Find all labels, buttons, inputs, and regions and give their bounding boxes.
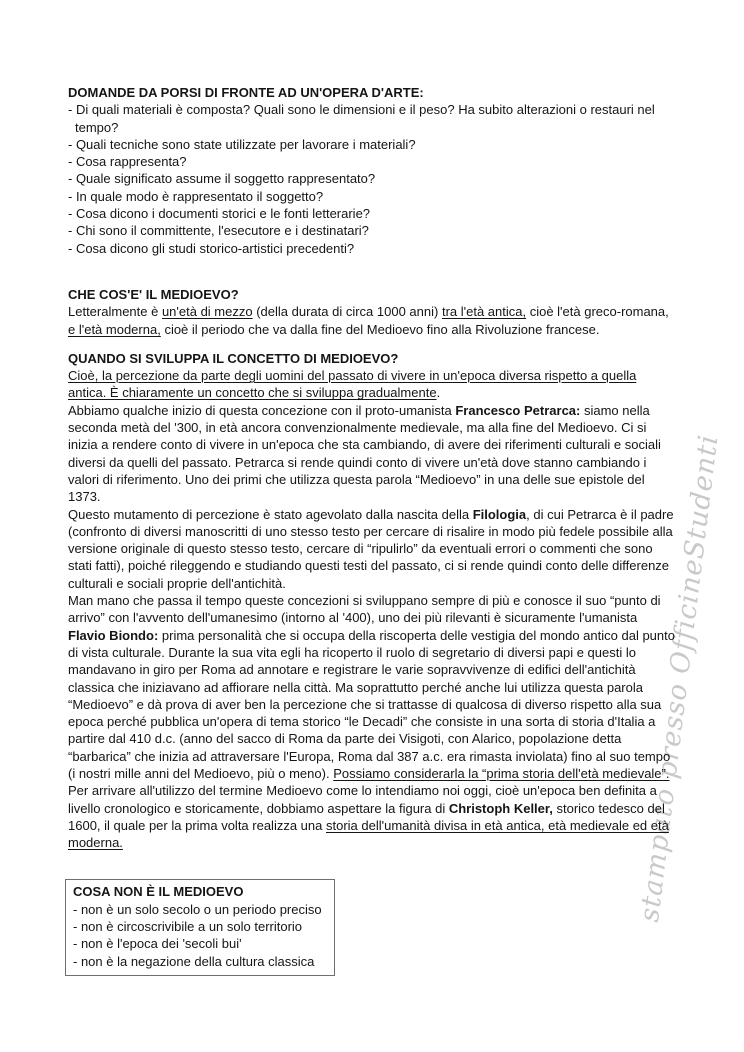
question-item: - Chi sono il committente, l'esecutore e i destinatari? (68, 223, 369, 239)
question-item: - Quali tecniche sono state utilizzate per lavorare i materiali? (68, 136, 416, 152)
text-run: cioè il periodo che va dalla fine del Medioevo fino alla Rivoluzione francese. (160, 321, 600, 337)
text-run: siamo nella seconda metà del '300, in età ancora convenzionalmente medievale, ma alla fine del Medioevo. Ci si inizia a rendere conto di vivere in un'epoca che sta cambiando, di avere dei riferimenti culturali e sociali diversi da quelli del passato. Petrarca si rende quindi conto di vivere un'età dove stanno cambiando i valori di riferimento. Uno dei primi che utilizza questa parola “Medioevo” in una delle sue epistole del 1373. (68, 402, 661, 505)
question-item: - Cosa dicono i documenti storici e le fonti letterarie? (68, 206, 371, 222)
text-run: storico tedesco del 1600, il quale per la prima volta realizza una (68, 800, 665, 833)
text-run: Cioè, la percezione da parte degli uomini del passato di vivere in un'epoca diversa rispetto a quella antica. È chiaramente un concetto che si sviluppa gradualmente (68, 368, 637, 401)
text-run: Questo mutamento di percezione è stato agevolato dalla nascita della (68, 506, 473, 522)
section-questions (68, 84, 677, 257)
paragraph-keller (68, 782, 677, 851)
text-run: Francesco Petrarca: (455, 402, 581, 418)
questions-list (68, 101, 677, 257)
text-run: Man mano che passa il tempo queste concezioni si sviluppano sempre di più e conosce il suo “punto di arrivo” con l'avvento dell'umanesimo (intorno al '400), uno dei più rilevanti è sicuramente l'umanista (68, 593, 661, 626)
text-run: prima personalità che si occupa della riscoperta delle vestigia del mondo antico dal punto di vista culturale. Durante la sua vita egli ha ricoperto il ruolo di segretario di diversi papi e questi lo mandavano in giro per Roma ad annotare e registrare le varie sopravvivenze di edifici dell'antichità classica che iniziavano ad affiorare nella città. Ma soprattutto perché anche lui utilizza questa parola “Medioevo” e dà prova di aver ben la percezione che si trattasse di qualcosa di diverso rispetto alla sua epoca perché pubblica un'opera di tema storico “le Decadi” che consiste in una sorta di storia d'Italia a partire dal 410 d.c. (anno del sacco di Roma da parte dei Visigoti, con Alarico, popolazione detta “barbarica” che inizia ad attraversare l'Europa, Roma dal 387 a.c. era rimasta inviolata) fino al suo tempo (i nostri mille anni del Medioevo, più o meno). (68, 627, 675, 781)
info-box (65, 879, 335, 975)
text-run: tra l'età antica, (441, 304, 527, 320)
question-item: - Quale significato assume il soggetto rappresentato? (68, 171, 376, 187)
paragraph-filologia (68, 506, 677, 592)
text-run: (della durata di circa 1000 anni) (252, 304, 442, 320)
info-box-item: - non è la negazione della cultura classica (73, 953, 315, 969)
question-item: - Cosa dicono gli studi storico-artistici precedenti? (68, 240, 355, 256)
what-heading: CHE COS'E' IL MEDIOEVO? (68, 286, 239, 302)
question-item: - In quale modo è rappresentato il soggetto? (68, 188, 324, 204)
text-run: Christoph Keller, (448, 800, 553, 816)
section-what-is-medioevo (68, 286, 677, 338)
text-run: Per arrivare all'utilizzo del termine Medioevo come lo intendiamo noi oggi, cioè un'epoca ben definita a livello cronologico e storicamente, dobbiamo aspettare la figura di (68, 783, 657, 816)
question-item: - Cosa rappresenta? (68, 154, 187, 170)
info-box-heading: COSA NON È IL MEDIOEVO (73, 884, 244, 900)
questions-heading: DOMANDE DA PORSI DI FRONTE AD UN'OPERA D'ARTE: (68, 85, 424, 100)
paragraph-petrarca (68, 402, 677, 506)
paragraph-intro (68, 367, 677, 402)
info-box-item: - non è circoscrivibile a un solo territorio (73, 919, 303, 935)
text-run: Letteralmente è (68, 304, 162, 320)
text-run: un'età di mezzo (161, 304, 253, 320)
question-item: - Di quali materiali è composta? Quali sono le dimensioni e il peso? Ha subito alterazioni o restauri nel tempo? (68, 102, 655, 135)
info-box-list (73, 901, 322, 970)
info-box-item: - non è un solo secolo o un periodo preciso (73, 901, 322, 917)
paragraph-biondo (68, 592, 677, 782)
text-run: Abbiamo qualche inizio di questa concezione con il proto-umanista (68, 402, 456, 418)
when-heading: QUANDO SI SVILUPPA IL CONCETTO DI MEDIOEVO? (68, 350, 399, 366)
text-run: storia dell'umanità divisa in età antica, età medievale ed età moderna. (68, 817, 669, 851)
what-paragraph (68, 303, 677, 338)
text-run: . (436, 385, 441, 401)
info-box-item: - non è l'epoca dei 'secoli bui' (73, 936, 242, 952)
text-run: Flavio Biondo: (68, 627, 159, 643)
text-run: cioè l'età greco-romana, (526, 304, 669, 320)
text-run: Possiamo considerarla la “prima storia dell'età medievale”. (333, 765, 670, 781)
text-run: , di cui Petrarca è il padre (confronto di diversi manoscritti di uno stesso testo per cercare di risalire in modo più fedele possibile alla versione originale di questo stesso testo, cercare di “ripulirlo” da eventuali errori o commenti che sono stati fatti), poiché rileggendo e studiando questi testi del passato, ci si rende quindi conto delle differenze culturali e sociali proprie dell'antichità. (68, 506, 674, 591)
document-content (68, 84, 677, 976)
watermark-text: stampato presso OfficineStudenti (634, 432, 725, 924)
text-run: e l'età moderna, (68, 321, 161, 337)
section-when-concept (68, 350, 677, 852)
text-run: Filologia (472, 506, 527, 522)
